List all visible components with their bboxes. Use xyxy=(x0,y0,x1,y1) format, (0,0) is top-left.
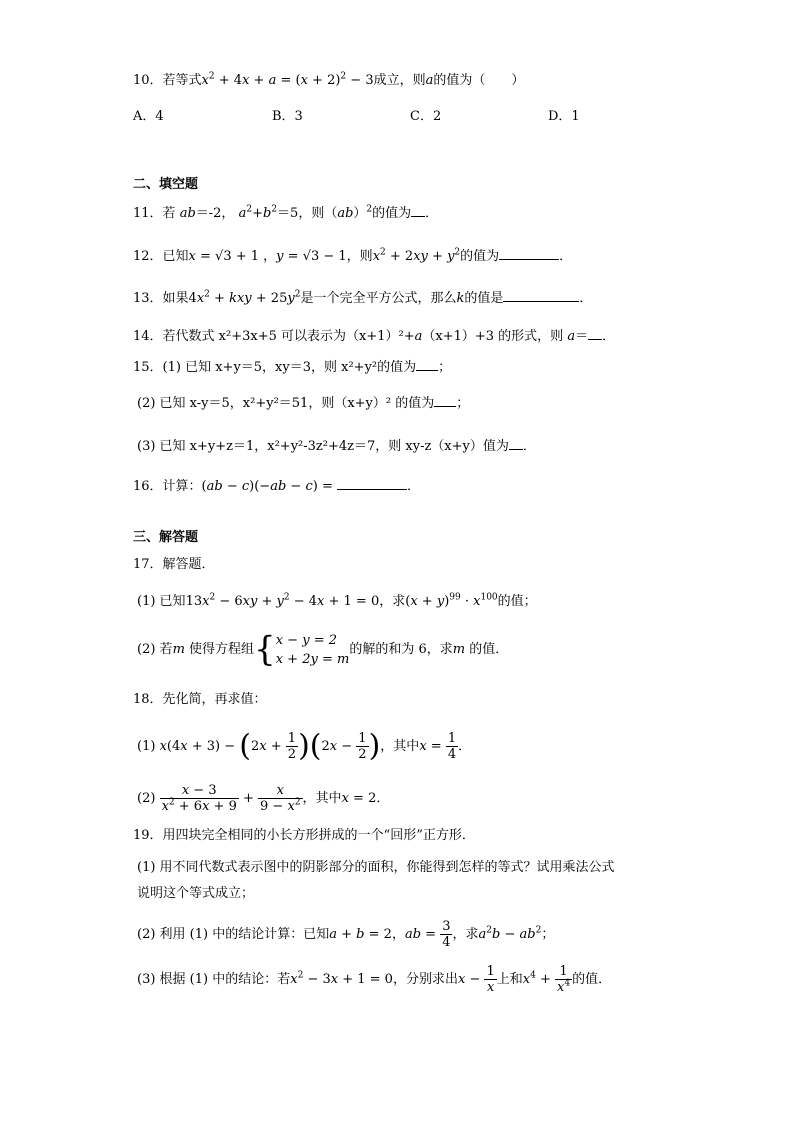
question-13: 13．如果$4x^2$ + kxy + $25y^2$是一个完全平方公式，那么k的值是 ． xyxy=(133,289,593,306)
answer-blank xyxy=(416,358,438,371)
answer-blank xyxy=(588,327,602,340)
question-19-1: (1) 用不同代数式表示图中的阴影部分的面积，你能得到怎样的等式？试用乘法公式 xyxy=(137,860,615,875)
question-17-2: (2) 若m 使得方程组{ x − y = 2 x + 2y = m 的解的和为 6，求m 的值． xyxy=(137,629,509,670)
question-19-3: (3) 根据 (1) 中的结论：若$x^2 - 3x + 1 = 0$，分别求出x − $\frac{1}{x}$ 上和$x^4$ + $\frac{1}{x^4}$ 的值． xyxy=(137,964,612,995)
answer-blank xyxy=(499,247,559,260)
section-heading-solve: 三、解答题 xyxy=(133,530,199,545)
question-11: 11．若 ab＝-2， $a^2+b^2=5$，则（ab）$^2$的值为 ． xyxy=(133,204,439,221)
question-10: 10．若等式$x^2 + 4x + a = (x + 2)^2 - 3$成立，则a的值为（ ） xyxy=(133,71,525,88)
question-16: 16．计算：(ab − c)(−ab − c) = ． xyxy=(133,479,420,494)
answer-blank xyxy=(337,477,407,490)
option-a: A．4 xyxy=(133,109,164,124)
question-15-1: 15．(1) 已知 x+y＝5，xy＝3，则 x²+y²的值为 ； xyxy=(133,360,452,375)
question-19-2: (2) 利用 (1) 中的结论计算：已知a + b = 2，ab = $\frac{3}{4}$ ，求$a^2b - ab^2$； xyxy=(137,919,555,950)
question-19-title: 19．用四块完全相同的小长方形拼成的一个“回形”正方形． xyxy=(133,828,475,843)
option-b: B．3 xyxy=(272,109,303,124)
question-17-1: (1) 已知$13x^2 - 6xy + y^2 - 4x + 1 = 0$，求$(x + y)^{99} \cdot x^{100}$的值； xyxy=(137,592,537,609)
answer-blank xyxy=(434,394,456,407)
option-d: D．1 xyxy=(548,109,580,124)
section-heading-fill-in: 二、填空题 xyxy=(133,177,199,192)
question-19-1-cont: 说明这个等式成立； xyxy=(137,886,255,901)
answer-blank xyxy=(503,289,579,302)
question-18-2: (2) $\frac{x - 3}{x^2 + 6x + 9}$ + $\frac{x}{9 - x^2}$ ，其中x = 2． xyxy=(137,783,390,814)
answer-blank xyxy=(411,204,425,217)
answer-blank xyxy=(509,437,523,450)
question-15-3: (3) 已知 x+y+z＝1，x²+y²-3z²+4z＝7，则 xy-z（x+y）值为 ． xyxy=(137,439,536,454)
question-17-title: 17．解答题． xyxy=(133,557,215,572)
option-c: C．2 xyxy=(410,109,442,124)
question-18-1: (1) x(4x + 3) − (2x + $\frac{1}{2}$ )(2x − $\frac{1}{2}$ )，其中x = $\frac{1}{4}$ ． xyxy=(137,728,472,764)
question-18-title: 18．先化简，再求值： xyxy=(133,692,267,707)
question-14: 14．若代数式 x²+3x+5 可以表示为（x+1）²+a（x+1）+3 的形式，则 a＝ ． xyxy=(133,329,616,344)
question-15-2: (2) 已知 x-y＝5，x²+y²＝51，则（x+y）² 的值为 ； xyxy=(137,396,470,411)
question-12: 12．已知x = √3 + 1 ，y = √3 − 1，则$x^2 + 2xy + y^2$的值为 ． xyxy=(133,247,573,264)
